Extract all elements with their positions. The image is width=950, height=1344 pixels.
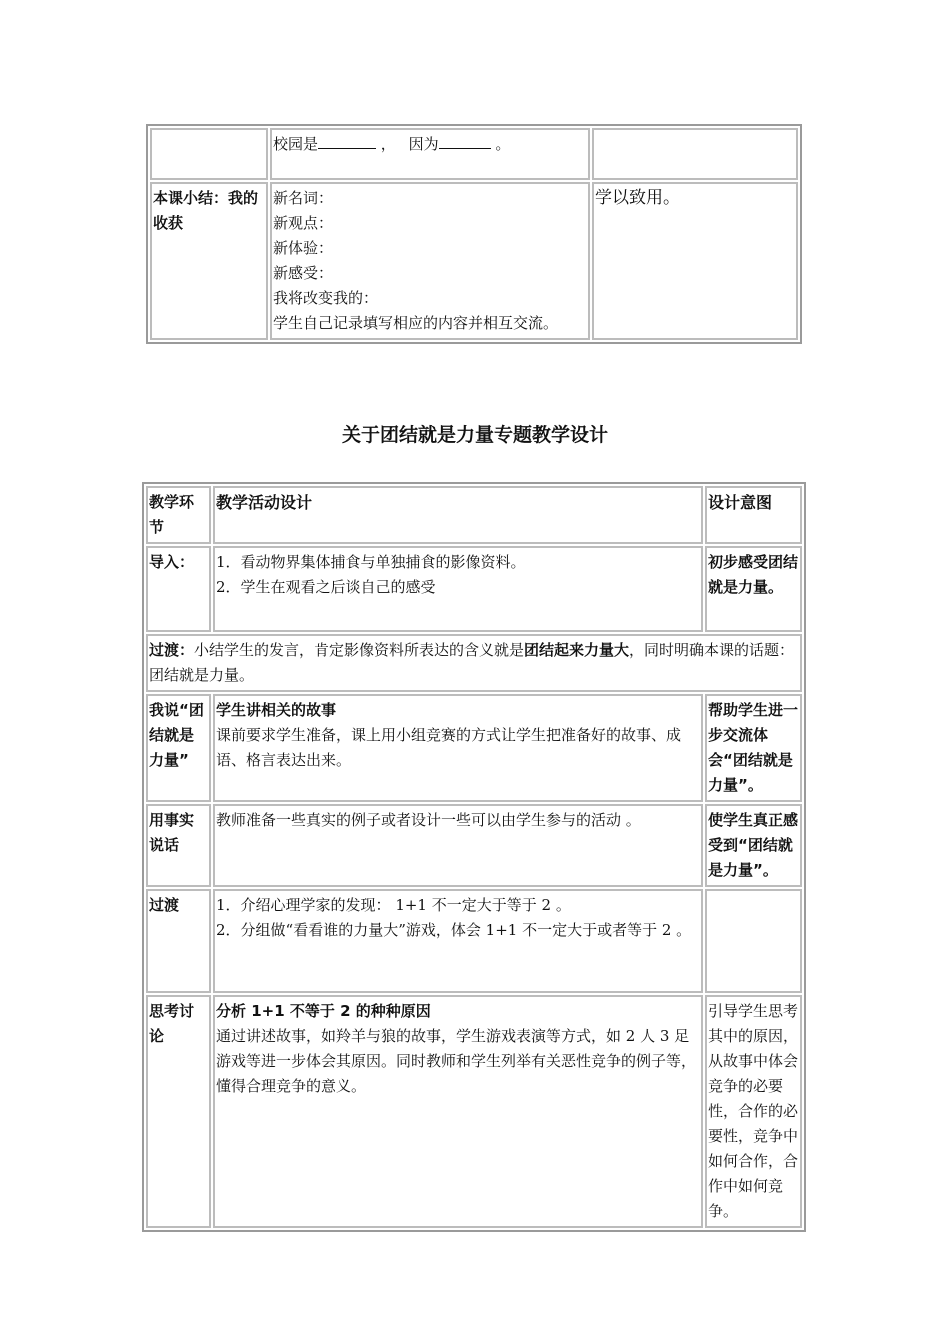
cell-text: 小结学生的发言，肯定影像资料所表达的含义就是 [194,641,525,659]
cell-text: 课前要求学生准备，课上用小组竞赛的方式让学生把准备好的故事、成语、格言表达出来。 [216,726,682,769]
intent-cell: 帮助学生进一步交流体会“团结就是力量”。 [705,694,802,802]
stage-cell: 导入： [146,546,211,632]
list-item: 新感受： [273,264,334,282]
cell-text: 。 [495,135,511,153]
table-row [146,995,802,1228]
intent-cell: 初步感受团结就是力量。 [705,546,802,632]
intent-cell: 使学生真正感受到“团结就是力量”。 [705,804,802,887]
list-item: 新名词： [273,189,334,207]
page-title: 关于团结就是力量专题教学设计 [341,424,608,446]
intent-cell: 引导学生思考其中的原因，从故事中体会竞争的必要性，合作的必要性，竞争中如何合作，合作中如何竞争。 [705,995,802,1228]
list-item: 学生自己记录填写相应的内容并相互交流。 [273,314,559,332]
table-cell [150,128,268,180]
table-header-row [146,486,802,544]
table-row [146,634,802,692]
transition-label: 过渡： [149,641,195,659]
table-cell [270,128,590,180]
cell-text: 校园是 [273,135,319,153]
intent-cell [705,889,802,993]
table-row [146,694,802,802]
transition-cell [146,634,802,692]
table-row [146,804,802,887]
activity-cell: 教师准备一些真实的例子或者设计一些可以由学生参与的活动 。 [213,804,703,887]
table-cell: 学以致用。 [592,182,798,340]
list-item: 1．介绍心理学家的发现： 1+1 不一定大于等于 2 。 [216,896,571,914]
list-item: 新体验： [273,239,334,257]
header-cell: 教学环节 [146,486,211,544]
stage-cell: 我说“团结就是力量” [146,694,211,802]
header-cell: 教学活动设计 [213,486,703,544]
table-row [146,889,802,993]
blank-line [439,132,491,149]
activity-cell [213,995,703,1228]
lesson-plan-table [142,482,806,1232]
list-item: 2．分组做“看看谁的力量大”游戏，体会 1+1 不一定大于或者等于 2 。 [216,921,692,939]
cell-text: 通过讲述故事，如羚羊与狼的故事，学生游戏表演等方式，如 2 人 3 足游戏等进一步体会其原因。同时教师和学生列举有关恶性竞争的例子等，懂得合理竞争的意义。 [216,1027,697,1095]
activity-cell [213,889,703,993]
activity-cell [213,694,703,802]
activity-title: 分析 1+1 不等于 2 的种种原因 [216,1002,431,1020]
list-item: 2．学生在观看之后谈自己的感受 [216,578,436,596]
list-item: 新观点： [273,214,334,232]
summary-list [270,182,590,340]
table-row [150,182,798,340]
table-row [146,546,802,632]
cell-text: 因为 [408,135,439,153]
activity-title: 学生讲相关的故事 [216,701,337,719]
table-cell [592,128,798,180]
cell-text: ， [380,135,396,153]
summary-table [146,124,802,344]
stage-cell: 用事实说话 [146,804,211,887]
cell-text-bold: 团结起来力量大 [524,641,630,659]
list-item: 1．看动物界集体捕食与单独捕食的影像资料。 [216,553,526,571]
stage-cell: 思考讨论 [146,995,211,1228]
row-heading: 本课小结：我的收获 [150,182,268,340]
stage-cell: 过渡 [146,889,211,993]
list-item: 我将改变我的： [273,289,379,307]
activity-cell [213,546,703,632]
cell-text: ，同时明确本课的话题：团结就是力量。 [149,641,795,684]
blank-line [318,132,376,149]
table-row [150,128,798,180]
header-cell: 设计意图 [705,486,802,544]
